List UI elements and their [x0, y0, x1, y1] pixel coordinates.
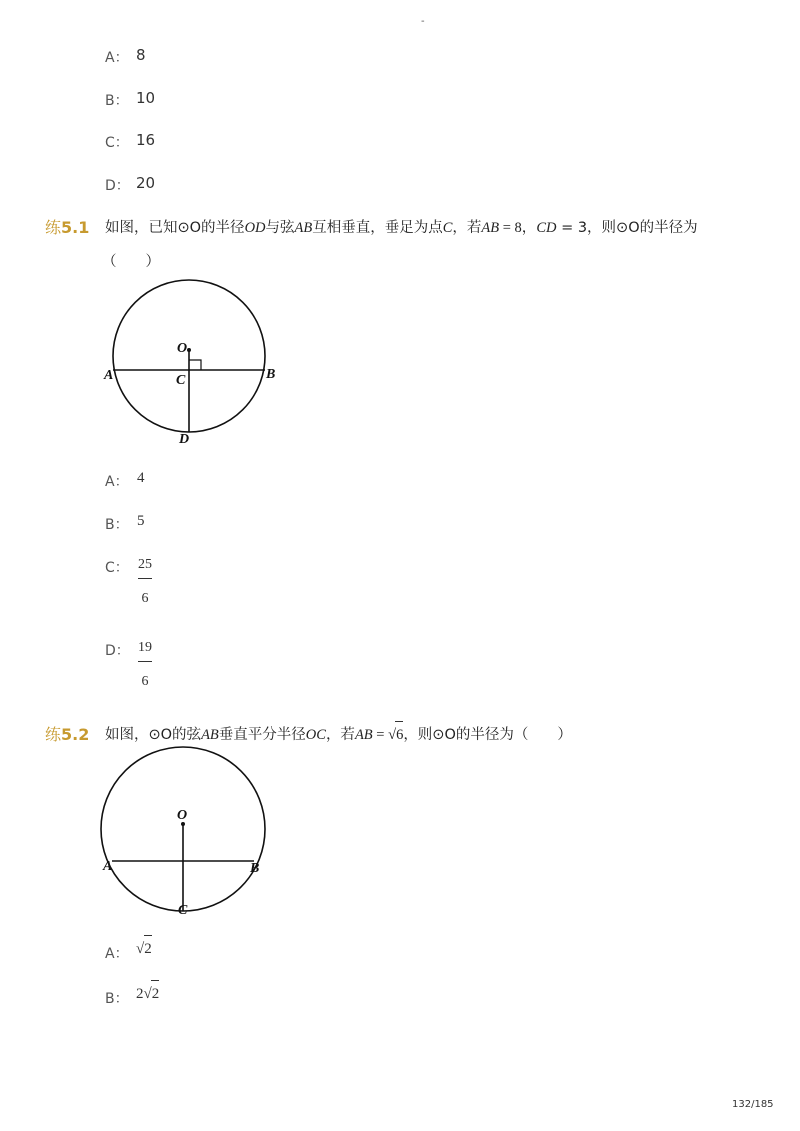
option-a-value: [136, 941, 152, 958]
question-tag: [45, 722, 89, 745]
option-d-label: D：: [105, 643, 130, 659]
sqrt-expression: [144, 941, 152, 958]
q1-math-c: C: [442, 220, 453, 236]
sqrt-coefficient: 2: [136, 986, 144, 1002]
label-d: D: [179, 432, 190, 447]
q2-math-ab: AB: [354, 727, 373, 743]
q2-text-part: 如图，⊙O的弦: [105, 727, 202, 743]
circle-figure: [100, 745, 280, 920]
question-tag: [45, 215, 89, 238]
right-angle-mark: [189, 360, 201, 370]
question-tag-prefix: 练: [45, 725, 62, 744]
question-tag-number: 5.2: [61, 725, 90, 744]
option-c-label: C：: [105, 135, 129, 151]
option-b-label: B：: [105, 517, 129, 533]
fraction-bar: [138, 661, 152, 662]
sqrt-sign-icon: √: [388, 727, 397, 743]
q1-math-eq: = 8，: [499, 220, 537, 236]
header-mark: -: [421, 16, 425, 27]
q2-math-eq: =: [372, 727, 389, 743]
circle-figure: [100, 278, 290, 448]
q2-text-part: ，若: [325, 727, 355, 743]
option-d-value: 20: [136, 174, 156, 192]
label-o: O: [177, 808, 188, 823]
sqrt-expression: [152, 986, 160, 1003]
answer-parens: （ ）: [102, 254, 160, 270]
q1-text-part: 互相垂直，垂足为点: [312, 220, 443, 236]
fraction-bar: [138, 578, 152, 579]
label-c: C: [176, 373, 186, 388]
option-b-label: B：: [105, 93, 129, 109]
option-b-value: 5: [137, 513, 145, 529]
label-b: B: [250, 861, 260, 876]
label-a: A: [104, 368, 114, 383]
question-tag-prefix: 练: [45, 218, 62, 237]
q1-text-part: 如图，已知⊙O的半径: [105, 220, 245, 236]
q2-text-part: 垂直平分半径: [218, 727, 306, 743]
sqrt-sign-icon: √: [143, 986, 152, 1002]
label-c: C: [178, 903, 188, 918]
option-b-value: 10: [136, 89, 156, 107]
q2-math-oc: OC: [305, 727, 326, 743]
option-a-label: A：: [105, 474, 129, 490]
sqrt-overline: [144, 935, 152, 936]
option-d-label: D：: [105, 178, 130, 194]
option-d-fraction: [136, 640, 154, 692]
sqrt-overline: [395, 721, 403, 722]
label-o: O: [177, 341, 188, 356]
option-c-value: 16: [136, 131, 156, 149]
sqrt-sign-icon: √: [136, 941, 145, 957]
option-c-label: C：: [105, 560, 129, 576]
label-a: A: [103, 859, 113, 874]
label-b: B: [266, 367, 276, 382]
center-point: [187, 348, 191, 352]
question-text: [105, 216, 698, 237]
sqrt-overline: [151, 980, 159, 981]
option-a-label: A：: [105, 946, 129, 962]
sqrt-radicand: 2: [151, 986, 160, 1002]
q1-math-cd: CD: [536, 220, 557, 236]
option-a-value: 4: [137, 470, 145, 486]
page-number: 132/185: [732, 1099, 774, 1110]
q1-math-ab: AB: [294, 220, 313, 236]
option-b-value: [136, 986, 159, 1003]
q1-text-part: ，若: [452, 220, 482, 236]
q1-math-od: OD: [244, 220, 266, 236]
q2-math-ab: AB: [201, 727, 219, 743]
fraction-numerator: 25: [138, 557, 152, 572]
q1-text-part: = 3，则⊙O的半径为: [556, 220, 698, 236]
question-text: [105, 723, 572, 744]
q2-text-part: ，则⊙O的半径为（ ）: [403, 727, 572, 743]
q1-text-part: 与弦: [265, 220, 295, 236]
fraction-denominator: 6: [141, 591, 149, 606]
option-a-label: A：: [105, 50, 129, 66]
option-c-fraction: [136, 557, 154, 609]
fraction-numerator: 19: [138, 640, 152, 655]
q1-math-ab: AB: [481, 220, 500, 236]
question-tag-number: 5.1: [61, 218, 90, 237]
option-b-label: B：: [105, 991, 129, 1007]
option-a-value: 8: [136, 46, 146, 64]
q2-sqrt-radicand: [396, 727, 403, 744]
sqrt-radicand: 2: [144, 941, 152, 957]
fraction-denominator: 6: [141, 674, 149, 689]
sqrt-radicand: 6: [396, 727, 404, 743]
